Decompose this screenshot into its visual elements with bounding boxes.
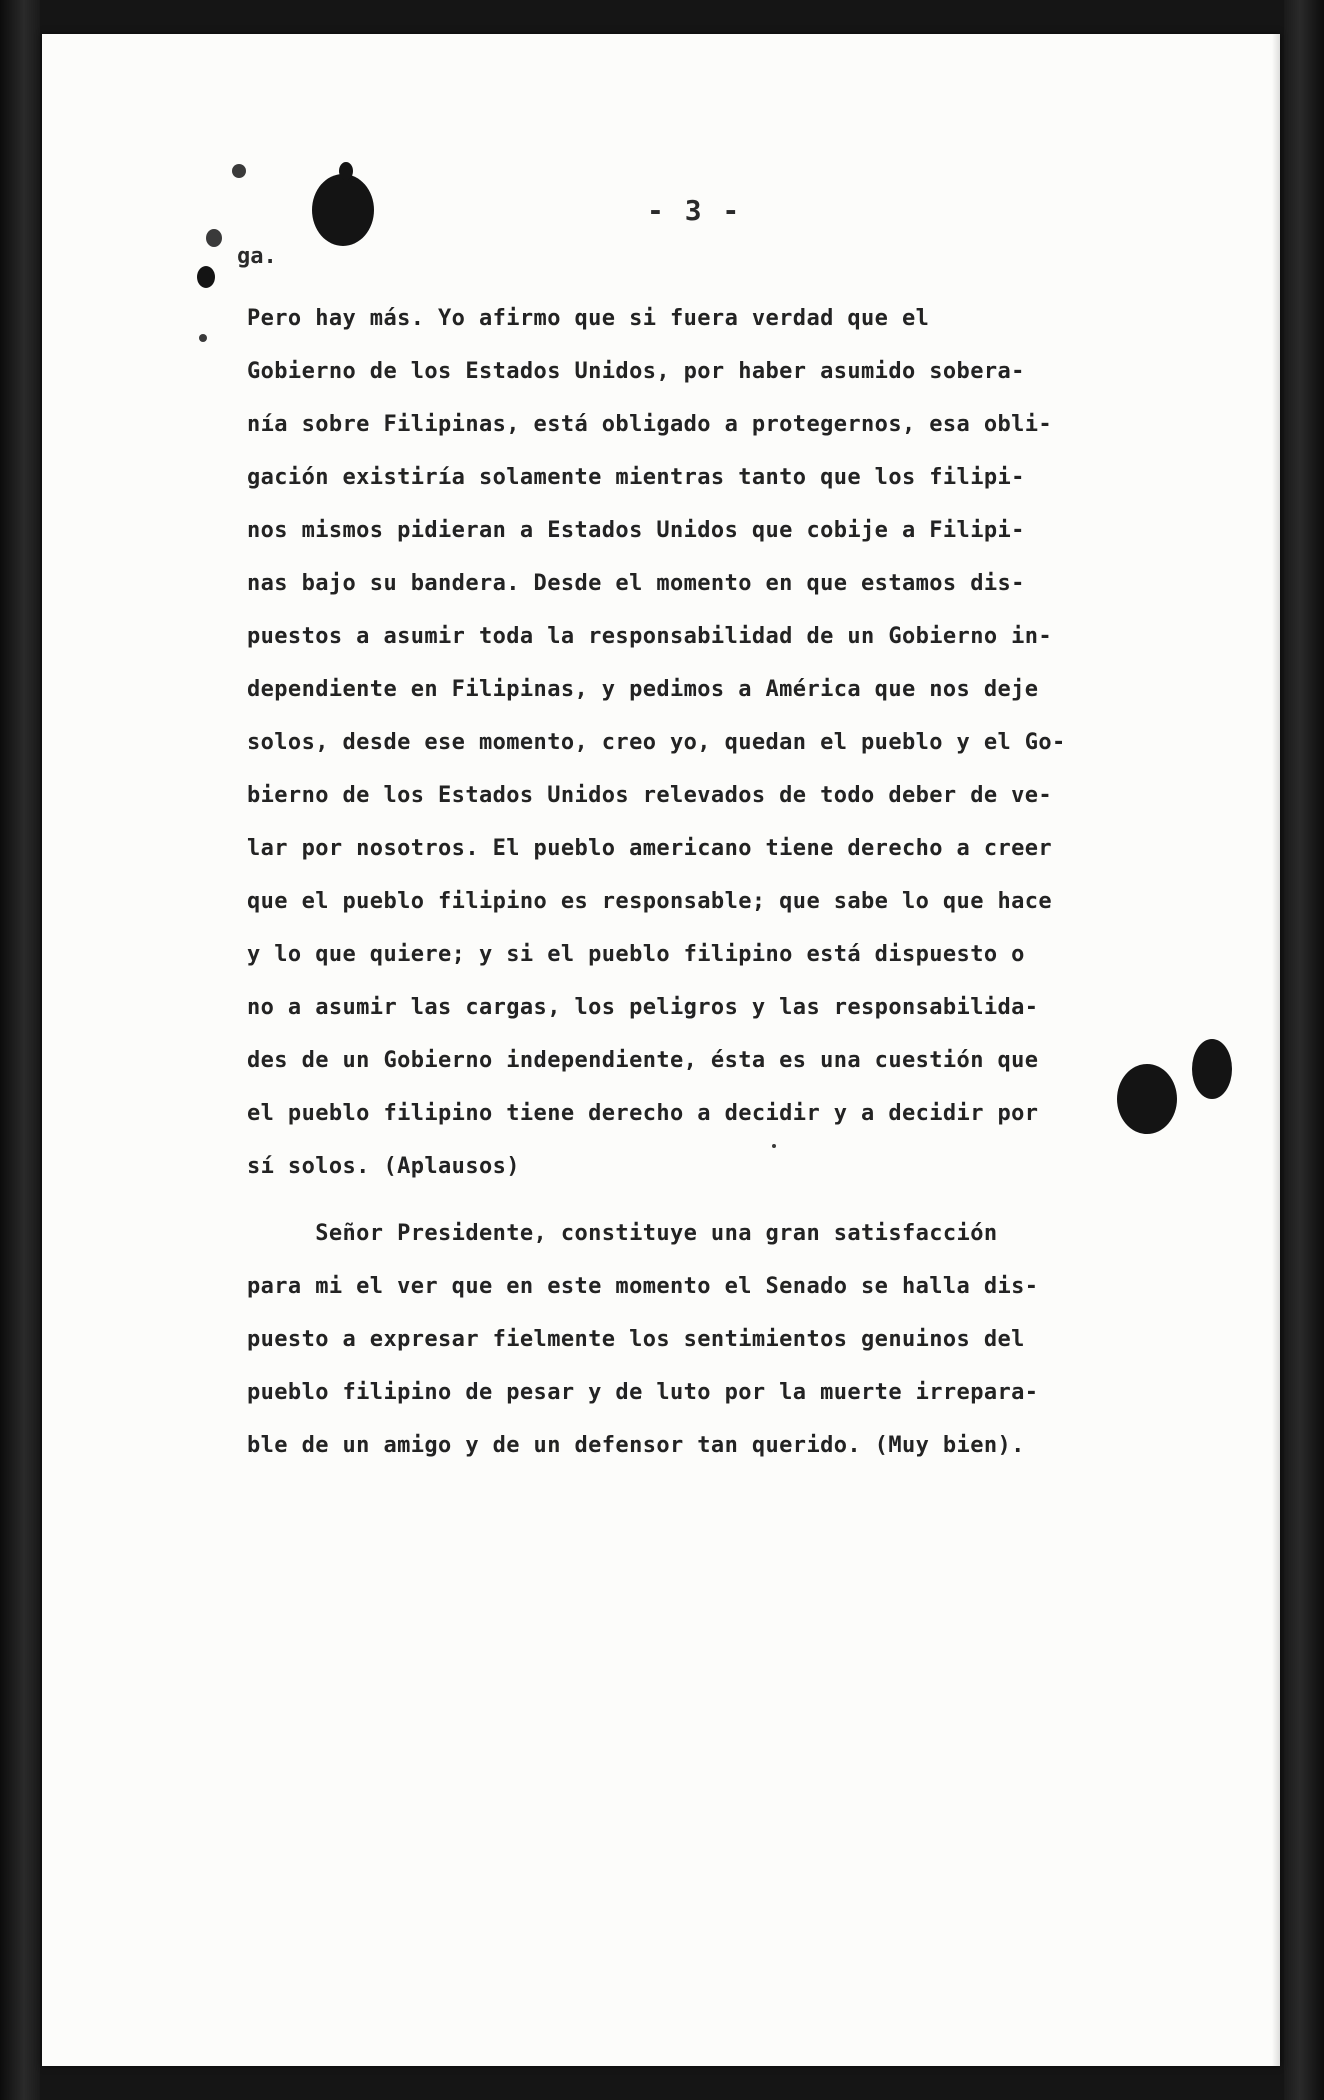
ink-speck: [199, 334, 207, 342]
paragraph-gap: [247, 1193, 1227, 1207]
text-line: puestos a asumir toda la responsabilidad de un Gobierno in-: [247, 624, 1053, 649]
body-text: [247, 292, 1227, 1472]
text-line: que el pueblo filipino es responsable; que sabe lo que hace: [247, 889, 1053, 914]
paragraph-1: [247, 292, 1227, 1193]
page-edge-shadow: [1272, 34, 1280, 2066]
ink-speck: [232, 164, 246, 178]
text-line: puesto a expresar fielmente los sentimientos genuinos del: [247, 1327, 1025, 1352]
text-line: nos mismos pidieran a Estados Unidos que cobije a Filipi-: [247, 518, 1025, 543]
text-line: bierno de los Estados Unidos relevados de todo deber de ve-: [247, 783, 1053, 808]
text-line: gación existiría solamente mientras tanto que los filipi-: [247, 465, 1025, 490]
text-line: nas bajo su bandera. Desde el momento en que estamos dis-: [247, 571, 1025, 596]
film-edge-left: [0, 0, 40, 2100]
ink-blot-top-left: [312, 174, 374, 246]
text-line: Gobierno de los Estados Unidos, por haber asumido sobera-: [247, 359, 1025, 384]
ink-blot-left-margin: [197, 266, 215, 288]
text-line: solos, desde ese momento, creo yo, quedan el pueblo y el Go-: [247, 730, 1066, 755]
page-number: - 3 -: [647, 194, 742, 227]
film-edge-right: [1284, 0, 1324, 2100]
text-line: lar por nosotros. El pueblo americano tiene derecho a creer: [247, 836, 1053, 861]
text-line: y lo que quiere; y si el pueblo filipino está dispuesto o: [247, 942, 1025, 967]
ink-blot-top-left-stem: [339, 162, 353, 180]
paragraph-2: [247, 1207, 1227, 1472]
ink-speck: [206, 229, 222, 247]
text-line: dependiente en Filipinas, y pedimos a América que nos deje: [247, 677, 1039, 702]
margin-note: ga.: [237, 244, 277, 269]
text-line: Señor Presidente, constituye una gran satisfacción: [247, 1221, 998, 1246]
text-line: el pueblo filipino tiene derecho a decidir y a decidir por: [247, 1101, 1039, 1126]
text-line: sí solos. (Aplausos): [247, 1154, 520, 1179]
text-line: Pero hay más. Yo afirmo que si fuera verdad que el: [247, 306, 930, 331]
text-line: pueblo filipino de pesar y de luto por la muerte irrepara-: [247, 1380, 1039, 1405]
text-line: ble de un amigo y de un defensor tan querido. (Muy bien).: [247, 1433, 1025, 1458]
text-line: nía sobre Filipinas, está obligado a protegernos, esa obli-: [247, 412, 1053, 437]
document-page: [42, 34, 1280, 2066]
text-line: no a asumir las cargas, los peligros y las responsabilida-: [247, 995, 1039, 1020]
text-line: des de un Gobierno independiente, ésta es una cuestión que: [247, 1048, 1039, 1073]
text-line: para mi el ver que en este momento el Senado se halla dis-: [247, 1274, 1039, 1299]
